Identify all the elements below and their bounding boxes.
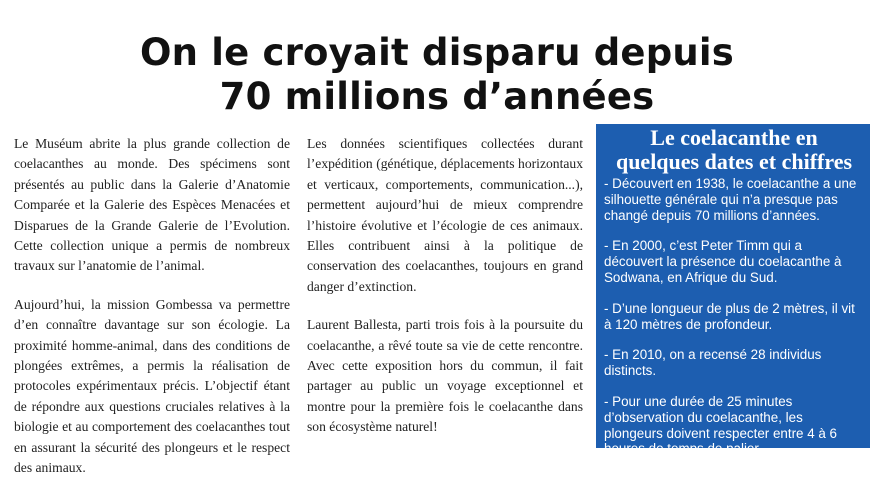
article-column-1 [14,134,290,497]
sidebar-fact-2: - En 2000, c’est Peter Timm qui a découvert la présence du coelacanthe à Sodwana, en Afrique du Sud. [604,238,842,285]
sidebar-fact-5: - Pour une durée de 25 minutes d’observation du coelacanthe, les plongeurs doivent respecter entre 4 à 6 heures de temps de palier. [604,393,837,457]
sidebar-title [604,126,864,174]
column1-paragraph-1: Le Muséum abrite la plus grande collection de coelacanthes au monde. Des spécimens sont présentés au public dans la Galerie d’Anatomie Comparée et la Galerie des Espèces Menacées et Disparues de la Grande Galerie de l’Evolution. Cette collection unique a permis de nombreux travaux sur l’anatomie de l’animal. [14,136,290,274]
sidebar-title-line-1: Le coelacanthe en [650,125,818,150]
sidebar-title-line-2: quelques dates et chiffres [615,149,853,174]
sidebar-fact-1: - Découvert en 1938, le coelacanthe a une silhouette générale qui n’a presque pas changé depuis 70 millions d’années. [604,176,857,223]
facts-sidebar [596,124,870,457]
headline-line-1: On le croyait disparu depuis [139,30,735,74]
headline [0,31,874,119]
sidebar-fact-3: - D’une longueur de plus de 2 mètres, il vit à 120 mètres de profondeur. [604,300,855,332]
column1-paragraph-2: Aujourd’hui, la mission Gombessa va permettre d’en connaître davantage sur son écologie. La proximité homme-animal, dans des conditions de plongées extrêmes, a permis la réalisation de protocoles expérimentaux précis. L’objectif étant de répondre aux questions cruciales relatives à la biologie et au comportement des coelacanthes tout en assurant la sécurité des plongeurs et le respect des animaux. [14,296,290,476]
sidebar-fact-4: - En 2010, on a recensé 28 individus distincts. [604,347,822,379]
column2-paragraph-1: Les données scientifiques collectées durant l’expédition (génétique, déplacements horizontaux et verticaux, comportements, communication...), permettent aujourd’hui de mieux comprendre l’histoire évolutive et l’écologie de ces animaux. Elles contribuent ainsi à la politique de conservation des coelacanthes, toujours en grand danger d’extinction. [307,136,583,294]
column2-paragraph-2: Laurent Ballesta, parti trois fois à la poursuite du coelacanthe, a rêvé toute sa vie de cette rencontre. Avec cette exposition hors du commun, il fait partager au public un voyage exceptionnel et montre pour la première fois le coelacanthe dans son écosystème naturel! [307,317,583,435]
article-column-2 [307,134,583,456]
headline-line-2: 70 millions d’années [219,74,655,118]
